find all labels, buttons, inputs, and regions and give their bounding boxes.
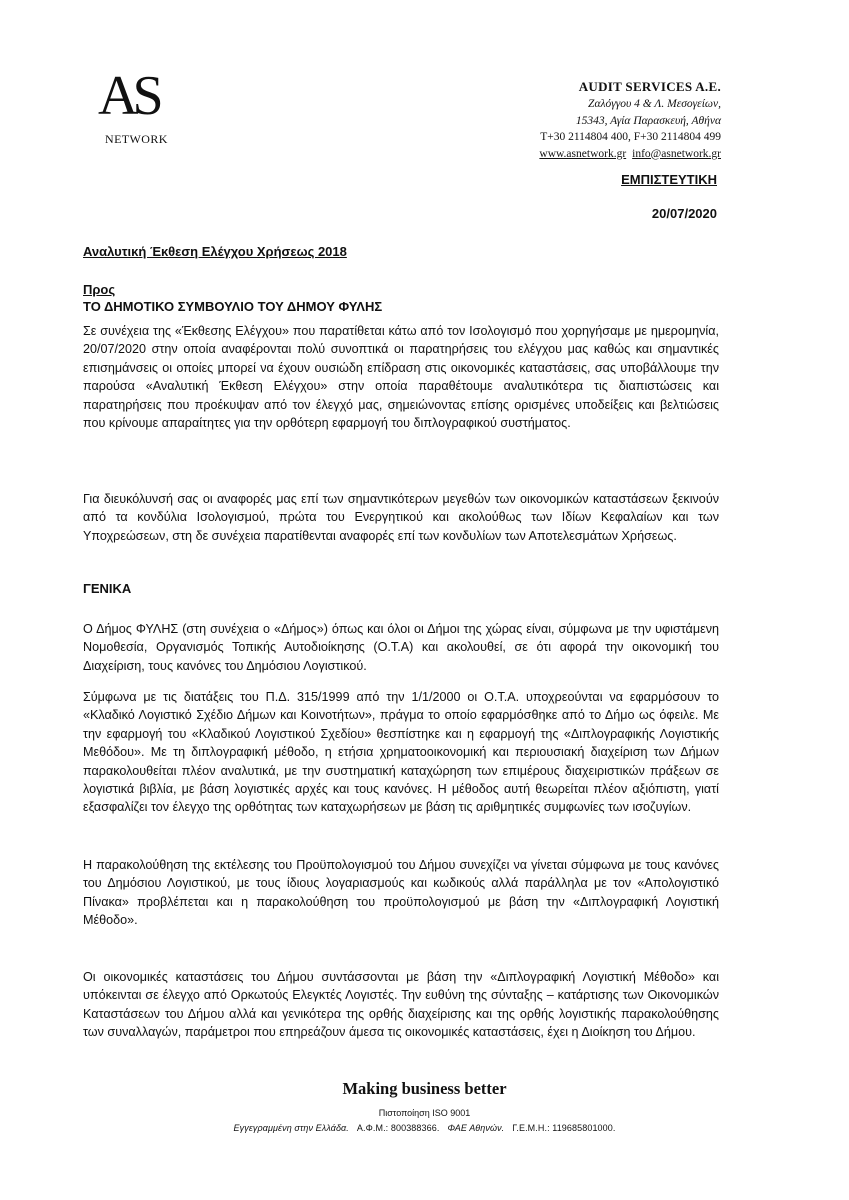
recipient-label: Προς	[83, 282, 116, 297]
recipient-name: ΤΟ ΔΗΜΟΤΙΚΟ ΣΥΜΒΟΥΛΙΟ ΤΟΥ ΔΗΜΟΥ ΦΥΛΗΣ	[83, 299, 383, 314]
paragraph-budget: Η παρακολούθηση της εκτέλεσης του Προϋπολογισμού του Δήμου συνεχίζει να γίνεται σύμφωνα με τους κανόνες του Δημόσιου Λογιστικού, με τους ίδιους λογαριασμούς και κωδικούς αλλά παράλληλα με τον «Απολογιστικό Πίνακα» προβλέπεται και η παρακολούθηση του προϋπολογισμού με βάση την «Διπλογραφική Λογιστική Μέθοδο».	[83, 858, 719, 928]
footer-afm: Α.Φ.Μ.: 800388366.	[356, 1123, 440, 1133]
address-street: Ζαλόγγου 4 & Λ. Μεσογείων,	[588, 98, 721, 110]
as-network-logo	[84, 65, 194, 158]
document-title: Αναλυτική Έκθεση Ελέγχου Χρήσεως 2018	[83, 244, 347, 259]
paragraph-structure: Για διευκόλυνσή σας οι αναφορές μας επί των σημαντικότερων μεγεθών των οικονομικών καταστάσεων ξεκινούν από τα κονδύλια Ισολογισμού, πρώτα του Ενεργητικού και ακολούθως των Ιδίων Κεφαλαίων και των Υποχρεώσεων, στη δε συνέχεια παρατίθενται αναφορές επί των κονδυλίων των Αποτελεσμάτων Χρήσεως.	[83, 492, 719, 543]
footer-doy: ΦΑΕ Αθηνών.	[447, 1123, 505, 1133]
email-link[interactable]: info@asnetwork.gr	[632, 147, 721, 160]
paragraph-legislation: Σύμφωνα με τις διατάξεις του Π.Δ. 315/1999 από την 1/1/2000 οι Ο.Τ.Α. υποχρεούνται να εφαρμόσουν το «Κλαδικό Λογιστικό Σχέδιο Δήμων και Κοινοτήτων», πράγμα το οποίο εφαρμόσθηκε από το Δήμο ως όφειλε. Με την εφαρμογή του «Κλαδικού Λογιστικού Σχεδίου» θεσπίστηκε και η εφαρμογή της «Διπλογραφικής Λογιστικής Μεθόδου». Με τη διπλογραφική μέθοδο, η ετήσια χρηματοοικονομική και περιουσιακή διαχείριση των Δήμων παρακολουθείται πλέον αναλυτικά, με την συστηματική καταχώρηση των επιμέρους διαχειριστικών πράξεων σε λογιστικά βιβλία, με βάση λογιστικές αρχές και τους κανόνες. Η μέθοδος αυτή θεωρείται πλέον αξιόπιστη, γιατί εξασφαλίζει τον έλεγχο της ορθότητας των καταχωρήσεων με βάση τις αριθμητικές συμφωνίες των ισοζυγίων.	[83, 690, 719, 815]
address-city: 15343, Αγία Παρασκευή, Αθήνα	[575, 114, 721, 127]
company-name: AUDIT SERVICES A.E.	[578, 79, 721, 94]
logo-network-text: NETWORK	[105, 132, 168, 146]
web-links	[539, 146, 721, 163]
paragraph-municipality: Ο Δήμος ΦΥΛΗΣ (στη συνέχεια ο «Δήμος») όπως και όλοι οι Δήμοι της χώρας είναι, σύμφωνα με την υφιστάμενη Νομοθεσία, Οργανισμός Τοπικής Αυτοδιοίκησης (Ο.Τ.Α) και ακολουθεί, σε ότι αφορά την οικονομική του Διαχείριση, τους κανόνες του Δημόσιου Λογιστικού.	[83, 622, 719, 673]
footer-registered-text: Εγγεγραμμένη στην Ελλάδα.	[233, 1123, 349, 1133]
section-heading-general: ΓΕΝΙΚΑ	[83, 581, 132, 596]
letterhead-address	[539, 78, 721, 162]
paragraph-financial-statements: Οι οικονομικές καταστάσεις του Δήμου συντάσσονται με βάση την «Διπλογραφική Λογιστική Μέθοδο» και υπόκεινται σε έλεγχο από Ορκωτούς Ελεγκτές Λογιστές. Την ευθύνη της σύνταξης – κατάρτισης των Οικονομικών Καταστάσεων του Δήμου αλλά και γενικότερα της ορθής διαχείρισης και της ορθής λογιστικής παρακολούθησης των συναλλαγών, παράμετροι που επηρεάζουν άμεσα τις οικονομικές καταστάσεις, έχει η Διοίκηση του Δήμου.	[83, 970, 719, 1040]
footer-gemi: Γ.Ε.Μ.Η.: 119685801000.	[512, 1123, 616, 1133]
contact-phones: T+30 2114804 400, F+30 2114804 499	[540, 131, 721, 143]
website-link[interactable]: www.asnetwork.gr	[539, 147, 627, 160]
document-date: 20/07/2020	[651, 206, 717, 221]
confidential-label: ΕΜΠΙΣΤΕΥΤΙΚΗ	[621, 172, 717, 187]
footer-registration	[0, 1123, 849, 1133]
paragraph-intro: Σε συνέχεια της «Έκθεσης Ελέγχου» που παρατίθεται κάτω από τον Ισολογισμό που χορηγήσαμε με ημερομηνία, 20/07/2020 στην οποία αναφέρονται πολύ συνοπτικά οι παρατηρήσεις του ελέγχου μας καθώς και σημαντικές επισημάνσεις οι οποίες μπορεί να έχουν ουσιώδη επίδραση στις οικονομικές καταστάσεις, σας υποβάλλουμε την παρούσα «Αναλυτική Έκθεση Ελέγχου» στην οποία παραθέτουμε αναλυτικότερα τις διαπιστώσεις και παρατηρήσεις που προέκυψαν από τον έλεγχό μας, σημειώνοντας επίσης ορισμένες υποδείξεις και βελτιώσεις που κρίνουμε απαραίτητες για την ορθότερη εφαρμογή του διπλογραφικού συστήματος.	[83, 324, 719, 431]
footer-iso-certification: Πιστοποίηση ISO 9001	[378, 1108, 471, 1118]
footer-slogan: Making business better	[342, 1079, 507, 1098]
logo-mark: AS	[98, 65, 158, 127]
